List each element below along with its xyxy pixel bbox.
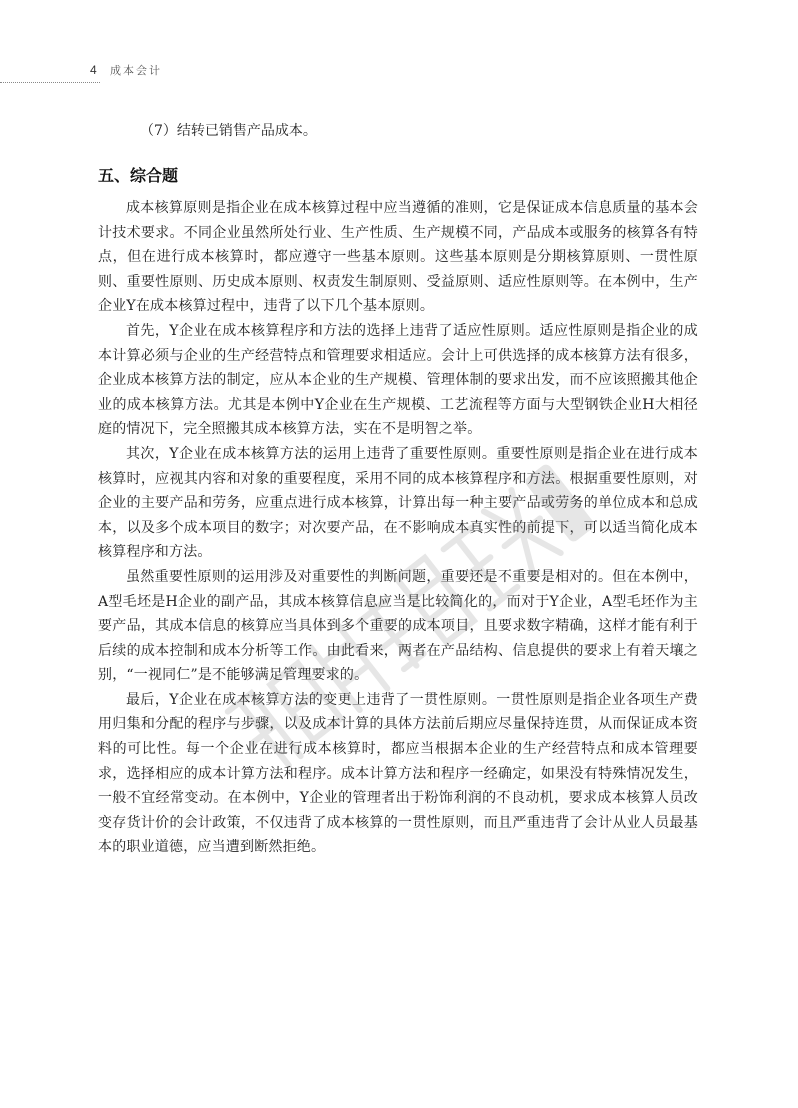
book-title: 成本会计	[110, 64, 162, 77]
header-dotted-rule	[0, 82, 100, 83]
page-number: 4	[90, 63, 97, 77]
running-header	[0, 62, 162, 86]
list-item-7: （7）结转已销售产品成本。	[140, 123, 317, 139]
paragraph-4: 虽然重要性原则的运用涉及对重要性的判断问题，重要还是不重要是相对的。但在本例中，A型毛坯是H企业的副产品，其成本核算信息应当是比较简化的，而对于Y企业，A型毛坯作为主要产品，其成本信息的核算应当具体到多个重要的成本项目，且要求数字精确，这样才能有利于后续的成本控制和成本分析等工作。由此看来，两者在产品结构、信息提供的要求上有着天壤之别，“一视同仁”是不能够满足管理要求的。	[98, 568, 698, 684]
page-content	[98, 118, 698, 860]
paragraph-1: 成本核算原则是指企业在成本核算过程中应当遵循的准则，它是保证成本信息质量的基本会计技术要求。不同企业虽然所处行业、生产性质、生产规模不同，产品成本或服务的核算各有特点，但在进行成本核算时，都应遵守一些基本原则。这些基本原则是分期核算原则、一贯性原则、重要性原则、历史成本原则、权责发生制原则、受益原则、适应性原则等。在本例中，生产企业Y在成本核算过程中，违背了以下几个基本原则。	[98, 200, 698, 315]
paragraph-5: 最后，Y企业在成本核算方法的变更上违背了一贯性原则。一贯性原则是指企业各项生产费用归集和分配的程序与步骤，以及成本计算的具体方法前后期应尽量保持连贯，从而保证成本资料的可比性。每一个企业在进行成本核算时，都应当根据本企业的生产经营特点和成本管理要求，选择相应的成本计算方法和程序。成本计算方法和程序一经确定，如果没有特殊情况发生，一般不宜经常变动。在本例中，Y企业的管理者出于粉饰利润的不良动机，要求成本核算人员改变存货计价的会计政策，不仅违背了成本核算的一贯性原则，而且严重违背了会计从业人员最基本的职业道德，应当遭到断然拒绝。	[98, 691, 698, 856]
paragraph-2: 首先，Y企业在成本核算程序和方法的选择上违背了适应性原则。适应性原则是指企业的成本计算必须与企业的生产经营特点和管理要求相适应。会计上可供选择的成本核算方法有很多，企业成本核算方法的制定，应从本企业的生产规模、管理体制的要求出发，而不应该照搬其他企业的成本核算方法。尤其是本例中Y企业在生产规模、工艺流程等方面与大型钢铁企业H大相径庭的情况下，完全照搬其成本核算方法，实在不是明智之举。	[98, 322, 698, 438]
paragraph-3: 其次，Y企业在成本核算方法的运用上违背了重要性原则。重要性原则是指企业在进行成本核算时，应视其内容和对象的重要程度，采用不同的成本核算程序和方法。根据重要性原则，对企业的主要产品和劳务，应重点进行成本核算，计算出每一种主要产品或劳务的单位成本和总成本，以及多个成本项目的数字；对次要产品，在不影响成本真实性的前提下，可以适当简化成本核算程序和方法。	[98, 445, 698, 561]
section-heading: 五、综合题	[98, 166, 179, 185]
